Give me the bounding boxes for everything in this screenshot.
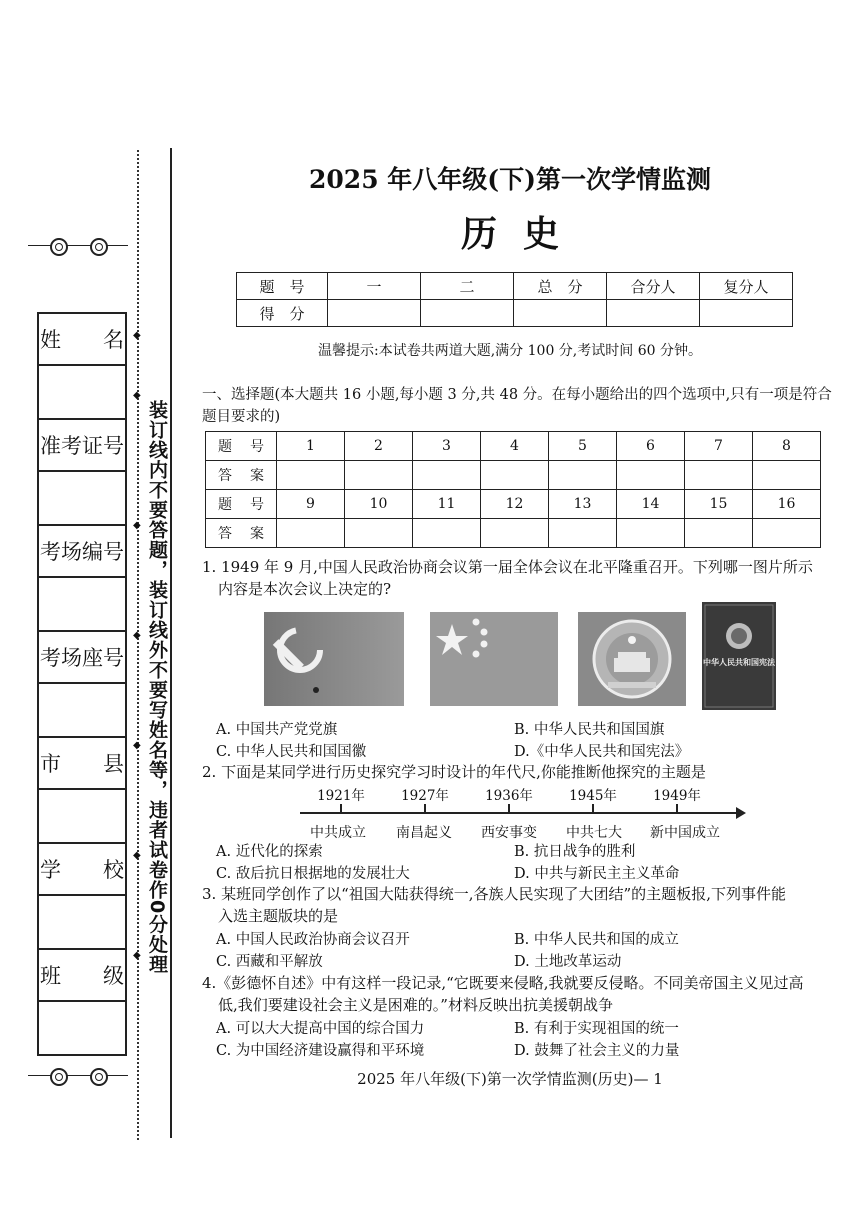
score-cell: 题 号 (237, 273, 328, 300)
candidate-info-box (37, 312, 127, 1056)
q2-option-c[interactable]: C. 敌后抗日根据地的发展壮大 (216, 866, 410, 882)
answer-cell[interactable] (413, 461, 481, 490)
question-number: 14 (617, 490, 685, 519)
score-input-cell[interactable] (514, 300, 607, 327)
question-number: 11 (413, 490, 481, 519)
answer-cell[interactable] (413, 519, 481, 548)
answer-cell[interactable] (277, 519, 345, 548)
q1-image-national-emblem (578, 612, 686, 706)
q2-option-a[interactable]: A. 近代化的探索 (216, 844, 323, 860)
q2-year-label: 1945年 (569, 788, 617, 804)
answer-cell[interactable] (753, 519, 821, 548)
score-table-header-row (237, 273, 793, 300)
answer-cell[interactable] (345, 519, 413, 548)
binding-warning-text: 装订线内不要答题，装订线外不要写姓名等，违者试卷作0分处理 (146, 400, 168, 975)
q2-timeline-tick (592, 804, 594, 813)
q3-option-b[interactable]: B. 中华人民共和国的成立 (514, 932, 679, 948)
q4-option-a[interactable]: A. 可以大大提高中国的综合国力 (216, 1021, 425, 1037)
subject-title: 历史 (460, 213, 585, 255)
answer-input-row (206, 519, 821, 548)
score-input-cell[interactable] (607, 300, 700, 327)
info-school-field[interactable] (39, 896, 125, 950)
question-number: 10 (345, 490, 413, 519)
question-number: 7 (685, 432, 753, 461)
answer-table (205, 431, 821, 548)
binding-diamond-marks: ◆ ◆ ◆ ◆ ◆ ◆ ◆ (133, 330, 141, 961)
score-input-cell[interactable] (700, 300, 793, 327)
answer-row-label: 题号 (206, 490, 277, 519)
info-class-label: 班 级 (39, 950, 125, 1002)
q2-timeline-tick (676, 804, 678, 813)
q2-timeline-tick (508, 804, 510, 813)
answer-input-row (206, 461, 821, 490)
q3-option-c[interactable]: C. 西藏和平解放 (216, 954, 323, 970)
q1-stem (202, 556, 832, 600)
q1-image-national-flag (430, 612, 558, 706)
info-exam-id-label: 准考证号 (39, 420, 125, 472)
question-number: 15 (685, 490, 753, 519)
answer-cell[interactable] (481, 461, 549, 490)
answer-cell[interactable] (549, 519, 617, 548)
info-name-field[interactable] (39, 366, 125, 420)
question-number: 13 (549, 490, 617, 519)
q3-option-d[interactable]: D. 土地改革运动 (514, 954, 622, 970)
q2-option-b[interactable]: B. 抗日战争的胜利 (514, 844, 636, 860)
question-number: 2 (345, 432, 413, 461)
q2-timeline-axis (300, 812, 740, 814)
score-cell: 得 分 (237, 300, 328, 327)
score-cell: 二 (421, 273, 514, 300)
q2-timeline-tick (340, 804, 342, 813)
answer-cell[interactable] (685, 461, 753, 490)
q2-event-label: 西安事变 (481, 825, 537, 841)
binding-rings-top (28, 236, 128, 256)
question-number: 6 (617, 432, 685, 461)
score-table (236, 272, 793, 327)
q3-stem-line1: 3. 某班同学创作了以“祖国大陆获得统一,各族人民实现了大团结”的主题板报,下列事件能 (202, 885, 786, 903)
info-seat-field[interactable] (39, 684, 125, 738)
score-input-cell[interactable] (328, 300, 421, 327)
info-class-field[interactable] (39, 1002, 125, 1054)
binding-rings-bottom (28, 1066, 128, 1086)
q2-timeline-arrow (736, 807, 746, 819)
q2-event-label: 中共七大 (566, 825, 622, 841)
q4-stem-line1: 4.《彭德怀自述》中有这样一段记录,“它既要来侵略,我就要反侵略。不同美帝国主义见过高 (202, 974, 804, 992)
q3-option-a[interactable]: A. 中国人民政治协商会议召开 (216, 932, 410, 948)
q3-stem-line2: 入选主题版块的是 (218, 907, 339, 925)
q4-option-b[interactable]: B. 有利于实现祖国的统一 (514, 1021, 679, 1037)
answer-row-label: 题号 (206, 432, 277, 461)
section1-heading: 一、选择题(本大题共 16 小题,每小题 3 分,共 48 分。在每小题给出的四个选项中,只有一项是符合题目要求的) (202, 387, 832, 425)
info-county-label: 市 县 (39, 738, 125, 790)
q2-year-label: 1936年 (485, 788, 533, 804)
question-number: 8 (753, 432, 821, 461)
q1-image-party-flag (264, 612, 404, 706)
q4-stem (202, 972, 832, 1016)
answer-cell[interactable] (481, 519, 549, 548)
q2-stem: 2. 下面是某同学进行历史探究学习时设计的年代尺,你能推断他探究的主题是 (202, 763, 706, 781)
score-cell: 复分人 (700, 273, 793, 300)
q1-option-a[interactable]: A. 中国共产党党旗 (216, 722, 338, 738)
info-exam-id-field[interactable] (39, 472, 125, 526)
question-number: 9 (277, 490, 345, 519)
answer-number-row (206, 490, 821, 519)
answer-number-row (206, 432, 821, 461)
question-number: 16 (753, 490, 821, 519)
q2-year-label: 1921年 (317, 788, 365, 804)
info-seat-label: 考场座号 (39, 632, 125, 684)
info-school-label: 学 校 (39, 844, 125, 896)
exam-title: 2025 年八年级(下)第一次学情监测 (309, 165, 711, 194)
answer-row-label: 答案 (206, 461, 277, 490)
info-name-label: 姓 名 (39, 314, 125, 366)
score-cell: 总 分 (514, 273, 607, 300)
q1-option-c[interactable]: C. 中华人民共和国国徽 (216, 744, 367, 760)
answer-cell[interactable] (753, 461, 821, 490)
question-number: 4 (481, 432, 549, 461)
q3-stem (202, 883, 832, 927)
q1-option-b[interactable]: B. 中华人民共和国国旗 (514, 722, 665, 738)
q1-image4-caption: 中华人民共和国宪法 (703, 658, 775, 667)
q2-event-label: 南昌起义 (396, 825, 452, 841)
q2-year-label: 1927年 (401, 788, 449, 804)
page-footer: 2025 年八年级(下)第一次学情监测(历史)— 1 (357, 1070, 663, 1088)
q2-timeline-tick (424, 804, 426, 813)
score-cell: 一 (328, 273, 421, 300)
q4-stem-line2: 低,我们要建设社会主义是困难的。”材料反映出抗美援朝战争 (218, 996, 613, 1014)
q2-option-d[interactable]: D. 中共与新民主主义革命 (514, 866, 680, 882)
q2-year-label: 1949年 (653, 788, 701, 804)
exam-tip: 温馨提示:本试卷共两道大题,满分 100 分,考试时间 60 分钟。 (318, 343, 702, 359)
answer-cell[interactable] (549, 461, 617, 490)
question-number: 1 (277, 432, 345, 461)
score-input-cell[interactable] (421, 300, 514, 327)
q1-stem-line1: 1. 1949 年 9 月,中国人民政治协商会议第一届全体会议在北平隆重召开。下列哪一图片所示 (202, 558, 813, 576)
answer-cell[interactable] (345, 461, 413, 490)
q1-option-d[interactable]: D.《中华人民共和国宪法》 (514, 744, 690, 760)
q2-event-label: 中共成立 (310, 825, 366, 841)
q1-image-constitution-book (702, 602, 776, 710)
info-room-label: 考场编号 (39, 526, 125, 578)
answer-cell[interactable] (617, 519, 685, 548)
q4-option-d[interactable]: D. 鼓舞了社会主义的力量 (514, 1043, 680, 1059)
info-room-field[interactable] (39, 578, 125, 632)
answer-cell[interactable] (617, 461, 685, 490)
score-table-score-row (237, 300, 793, 327)
info-county-field[interactable] (39, 790, 125, 844)
question-number: 5 (549, 432, 617, 461)
answer-cell[interactable] (277, 461, 345, 490)
answer-row-label: 答案 (206, 519, 277, 548)
score-cell: 合分人 (607, 273, 700, 300)
question-number: 12 (481, 490, 549, 519)
q2-event-label: 新中国成立 (650, 825, 720, 841)
answer-cell[interactable] (685, 519, 753, 548)
q1-stem-line2: 内容是本次会议上决定的? (218, 580, 392, 598)
q4-option-c[interactable]: C. 为中国经济建设赢得和平环境 (216, 1043, 425, 1059)
question-number: 3 (413, 432, 481, 461)
